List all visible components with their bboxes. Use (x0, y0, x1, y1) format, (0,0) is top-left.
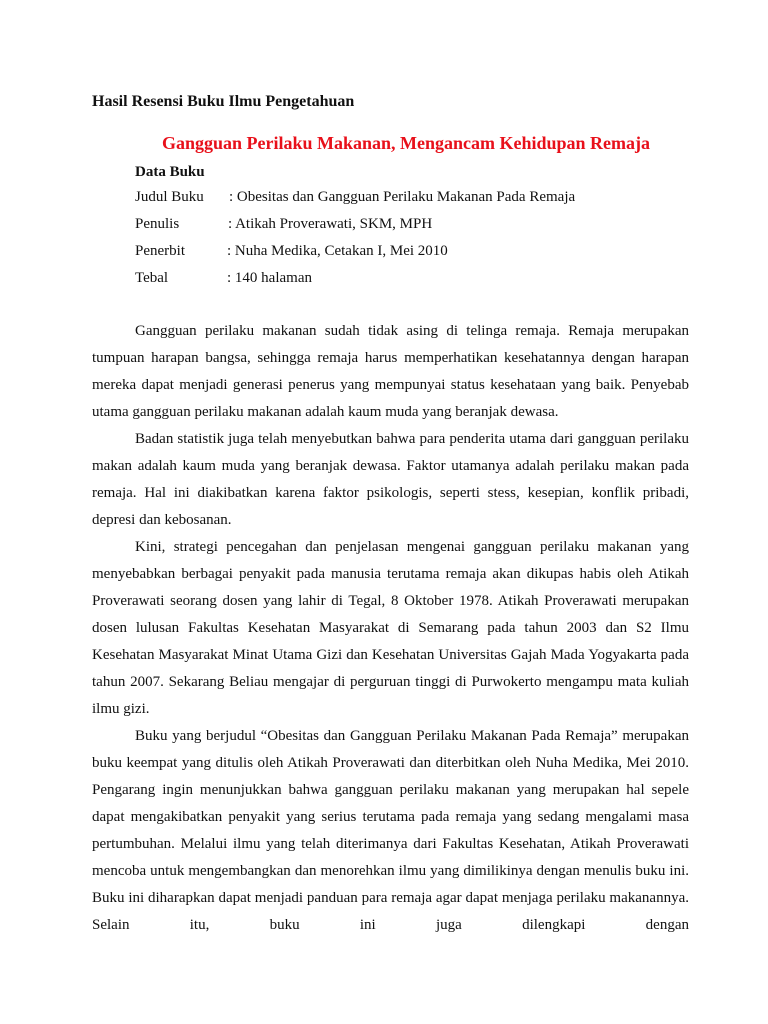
book-data-heading: Data Buku (135, 164, 205, 180)
review-headline: Gangguan Perilaku Makanan, Mengancam Kehidupan Remaja (161, 133, 651, 153)
book-data-label: Tebal (135, 270, 169, 286)
book-data-row-pages (135, 268, 695, 295)
book-data-row-author (135, 214, 695, 241)
review-body (92, 318, 689, 939)
book-data-value: : Nuha Medika, Cetakan I, Mei 2010 (227, 243, 448, 259)
book-data-value: : Atikah Proverawati, SKM, MPH (228, 216, 433, 232)
book-data-value: : Obesitas dan Gangguan Perilaku Makanan Pada Remaja (229, 189, 576, 205)
book-data-row-publisher (135, 241, 695, 268)
book-data-label: Penulis (135, 216, 180, 232)
book-data-label: Penerbit (135, 243, 185, 259)
book-data-row-title (135, 187, 695, 214)
paragraph: Badan statistik juga telah menyebutkan bahwa para penderita utama dari gangguan perilaku makan adalah kaum muda yang beranjak dewasa. Faktor utamanya adalah perilaku makan pada remaja. Hal ini diakibatkan karena faktor psikologis, seperti stess, kesepian, konflik pribadi, depresi dan kebosanan. (92, 431, 689, 528)
book-data-label: Judul Buku (135, 189, 204, 205)
document-title: Hasil Resensi Buku Ilmu Pengetahuan (92, 93, 355, 110)
paragraph: Buku yang berjudul “Obesitas dan Gangguan Perilaku Makanan Pada Remaja” merupakan buku keempat yang ditulis oleh Atikah Proverawati dan diterbitkan oleh Nuha Medika, Mei 2010. Pengarang ingin menunjukkan bahwa gangguan perilaku makanan yang merupakan hal sepele dapat mengakibatkan penyakit yang serius terutama pada remaja yang sedang mengalami masa pertumbuhan. Melalui ilmu yang telah diterimanya dari Fakultas Kesehatan, Atikah Proverawati mencoba untuk mengembangkan dan menorehkan ilmu yang dimilikinya dengan menulis buku ini. Buku ini diharapkan dapat menjadi panduan para remaja agar dapat menjaga perilaku makanannya. Selain itu, buku ini juga dilengkapi dengan (92, 728, 689, 933)
paragraph: Kini, strategi pencegahan dan penjelasan mengenai gangguan perilaku makanan yang menyebabkan berbagai penyakit pada manusia terutama remaja akan dikupas habis oleh Atikah Proverawati seorang dosen yang lahir di Tegal, 8 Oktober 1978. Atikah Proverawati merupakan dosen lulusan Fakultas Kesehatan Masyarakat di Semarang pada tahun 2003 dan S2 Ilmu Kesehatan Masyarakat Minat Utama Gizi dan Kesehatan Universitas Gajah Mada Yogyakarta pada tahun 2007. Sekarang Beliau mengajar di perguruan tinggi di Purwokerto mengampu mata kuliah ilmu gizi. (92, 539, 689, 717)
paragraph: Gangguan perilaku makanan sudah tidak asing di telinga remaja. Remaja merupakan tumpuan harapan bangsa, sehingga remaja harus memperhatikan kesehatannya dengan harapan mereka dapat menjadi generasi penerus yang mempunyai status kesehataan yang baik. Penyebab utama gangguan perilaku makanan adalah kaum muda yang beranjak dewasa. (92, 323, 689, 420)
book-data-value: : 140 halaman (227, 270, 312, 286)
book-data-list (135, 187, 695, 295)
